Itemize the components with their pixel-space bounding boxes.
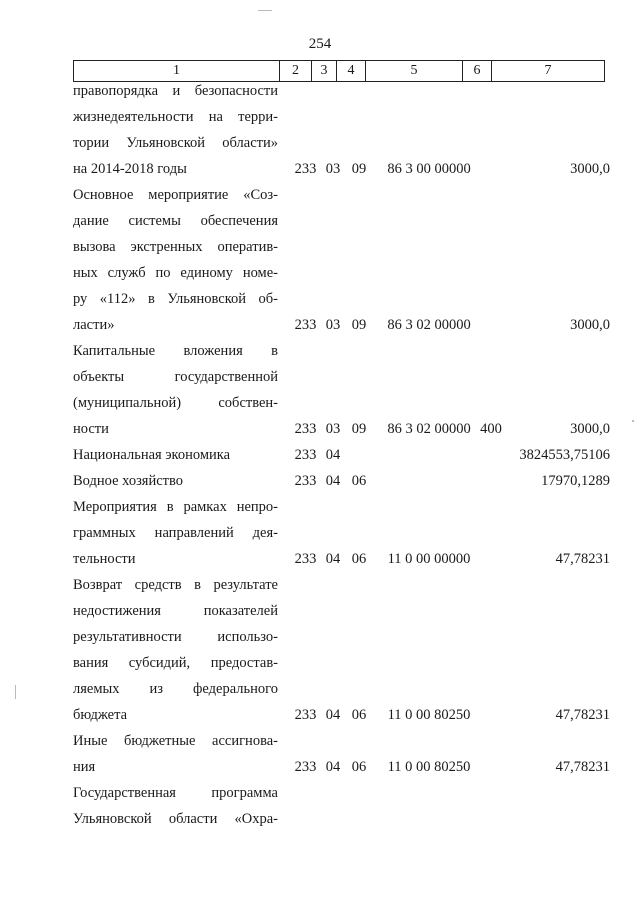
cell-c3 [321, 806, 345, 832]
table-row [73, 78, 615, 182]
table-row [73, 494, 615, 572]
row-description-line: бюджета [73, 707, 128, 723]
cell-c4 [345, 806, 373, 832]
column-header-5: 5 [366, 61, 463, 82]
row-description-line: тельности [73, 551, 136, 567]
row-description-line: объекты государственной [73, 369, 278, 385]
cell-c5: 86 3 00 00000 [387, 161, 471, 177]
cell-c6 [477, 702, 505, 728]
row-description-line: Мероприятия в рамках непро- [73, 499, 278, 515]
row-description [73, 442, 278, 468]
row-description-line: ру «112» в Ульяновской об- [73, 291, 278, 307]
cell-c3: 03 [325, 317, 341, 333]
cell-c4: 06 [351, 759, 367, 775]
cell-c3: 03 [325, 421, 341, 437]
cell-c4: 09 [351, 421, 367, 437]
cell-c5: 11 0 00 80250 [387, 759, 471, 775]
cell-c2: 233 [294, 421, 317, 437]
column-header-2: 2 [280, 61, 312, 82]
row-description-line: жизнедеятельности на терри- [73, 109, 278, 125]
row-description-line: Возврат средств в результате [73, 577, 278, 593]
cell-c4: 06 [351, 473, 367, 489]
row-description-line: граммных направлений дея- [73, 525, 278, 541]
scan-speck [632, 420, 634, 422]
cell-c2: 233 [294, 759, 317, 775]
cell-c7: 47,78231 [555, 551, 610, 567]
cell-c4: 09 [351, 161, 367, 177]
column-header-3: 3 [312, 61, 337, 82]
cell-c2: 233 [294, 707, 317, 723]
row-description-line: правопорядка и безопасности [73, 83, 278, 99]
row-description-line: дание системы обеспечения [73, 213, 278, 229]
table-row [73, 728, 615, 780]
cell-c7: 3000,0 [570, 317, 610, 333]
column-header-4: 4 [337, 61, 366, 82]
cell-c7: 47,78231 [555, 759, 610, 775]
row-description-line: ных служб по единому номе- [73, 265, 278, 281]
cell-c3: 03 [325, 161, 341, 177]
row-description [73, 338, 278, 442]
row-description-line: ности [73, 421, 109, 437]
scan-speck [15, 685, 16, 699]
row-description-line: на 2014-2018 годы [73, 161, 187, 177]
row-description [73, 182, 278, 338]
cell-c7: 3824553,75106 [519, 447, 610, 463]
cell-c5: 11 0 00 80250 [387, 707, 471, 723]
row-description [73, 780, 278, 832]
row-description-line: Национальная экономика [73, 447, 231, 463]
row-description-line: вания субсидий, предостав- [73, 655, 278, 671]
cell-c2: 233 [294, 473, 317, 489]
cell-c7: 3000,0 [570, 161, 610, 177]
row-description-line: Государственная программа [73, 785, 278, 801]
cell-c7: 47,78231 [555, 707, 610, 723]
cell-c6 [477, 156, 505, 182]
row-description-line: недостижения показателей [73, 603, 278, 619]
page-number: 254 [308, 36, 332, 52]
table-row [73, 780, 615, 832]
column-header-1: 1 [74, 61, 280, 82]
cell-c3: 04 [325, 759, 341, 775]
row-description-line: вызова экстренных оператив- [73, 239, 278, 255]
table-row [73, 338, 615, 442]
cell-c5 [381, 468, 477, 494]
row-description-line: результативности использо- [73, 629, 278, 645]
cell-c7 [505, 806, 610, 832]
cell-c2 [290, 806, 321, 832]
scan-speck [258, 10, 272, 11]
row-description [73, 468, 278, 494]
cell-c6 [477, 468, 505, 494]
row-description [73, 572, 278, 728]
row-description [73, 78, 278, 182]
cell-c6 [477, 442, 505, 468]
cell-c6 [477, 546, 505, 572]
column-header-7: 7 [492, 61, 605, 82]
cell-c5: 86 3 02 00000 [387, 421, 471, 437]
row-description-line: Ульяновской области «Охра- [73, 811, 278, 827]
cell-c6 [477, 806, 505, 832]
cell-c4: 06 [351, 551, 367, 567]
row-description-line: ния [73, 759, 96, 775]
cell-c2: 233 [294, 551, 317, 567]
cell-c3: 04 [325, 707, 341, 723]
table-row [73, 468, 615, 494]
row-description [73, 494, 278, 572]
cell-c5: 11 0 00 00000 [387, 551, 471, 567]
cell-c3: 04 [325, 447, 341, 463]
cell-c3: 04 [325, 551, 341, 567]
cell-c2: 233 [294, 161, 317, 177]
table-row [73, 572, 615, 728]
row-description-line: тории Ульяновской области» [73, 135, 278, 151]
row-description-line: Капитальные вложения в [73, 343, 278, 359]
cell-c5 [381, 442, 477, 468]
cell-c2: 233 [294, 447, 317, 463]
row-description-line: Водное хозяйство [73, 473, 184, 489]
row-description-line: Основное мероприятие «Соз- [73, 187, 278, 203]
cell-c4: 06 [351, 707, 367, 723]
cell-c7: 17970,1289 [541, 473, 610, 489]
row-description-line: (муниципальной) собствен- [73, 395, 278, 411]
cell-c4 [345, 442, 373, 468]
row-description [73, 728, 278, 780]
budget-table-body [73, 78, 615, 832]
row-description-line: ласти» [73, 317, 115, 333]
cell-c6 [477, 312, 505, 338]
cell-c7: 3000,0 [570, 421, 610, 437]
row-description-line: Иные бюджетные ассигнова- [73, 733, 278, 749]
cell-c3: 04 [325, 473, 341, 489]
cell-c2: 233 [294, 317, 317, 333]
cell-c6 [477, 754, 505, 780]
cell-c5 [381, 806, 477, 832]
column-header-6: 6 [463, 61, 492, 82]
cell-c5: 86 3 02 00000 [387, 317, 471, 333]
cell-c6: 400 [480, 421, 502, 437]
table-row [73, 182, 615, 338]
table-row [73, 442, 615, 468]
row-description-line: ляемых из федерального [73, 681, 278, 697]
cell-c4: 09 [351, 317, 367, 333]
